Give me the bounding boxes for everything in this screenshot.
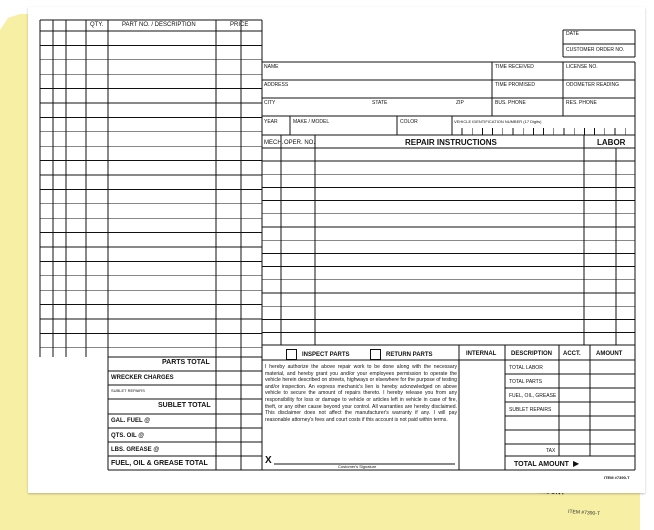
license-label: LICENSE NO. xyxy=(566,64,598,70)
amount-header: AMOUNT xyxy=(596,351,623,357)
odometer-label: ODOMETER READING xyxy=(566,82,620,88)
signature-x: X xyxy=(265,455,272,466)
gal-fuel-label: GAL. FUEL @ xyxy=(111,418,151,424)
date-label: DATE xyxy=(566,31,579,37)
authorization-text: I hereby authorize the above repair work to be done along with the necessary material, and hereby grant you and/or your employees permission to operate the vehicle herein described on streets, highways or elsewhere for the purpose of testing and/or inspection. An express mechanic's lien is hereby acknowledged on above vehicle to secure the amount of repairs thereto. I hereby release you from any responsibility for loss or damage to vehicle or articles left in vehicle in case of fire, theft, or any other cause beyond your control. All warranties are hereby disclaimed. This disclaimer does not affect the manufacturer's warranty if any. I will pay reasonable attorney's fees and court costs if this account is not paid within terms. xyxy=(265,364,457,423)
sublet-repairs-label: SUBLET REPAIRS xyxy=(111,388,145,393)
labor-title: LABOR xyxy=(597,138,626,147)
customer-order-label: CUSTOMER ORDER NO. xyxy=(566,47,625,53)
fuel-oil-grease-label: FUEL, OIL, GREASE xyxy=(509,393,557,399)
time-received-label: TIME RECEIVED xyxy=(495,64,534,70)
return-parts-checkbox[interactable] xyxy=(370,349,381,360)
lbs-grease-label: LBS. GREASE @ xyxy=(111,447,160,453)
internal-header: INTERNAL xyxy=(466,351,497,357)
qts-oil-label: QTS. OIL @ xyxy=(111,433,145,439)
state-label: STATE xyxy=(372,100,388,106)
year-label: YEAR xyxy=(264,119,278,125)
wrecker-charges-label: WRECKER CHARGES xyxy=(111,375,174,381)
part-desc-header: PART NO. / DESCRIPTION xyxy=(122,22,196,28)
sublet-total-label: SUBLET TOTAL xyxy=(158,402,211,409)
total-amount-label: TOTAL AMOUNT xyxy=(514,461,569,468)
description-header: DESCRIPTION xyxy=(511,351,553,357)
city-label: CITY xyxy=(264,100,276,106)
price-header: PRICE xyxy=(230,22,249,28)
total-parts-label: TOTAL PARTS xyxy=(509,379,543,385)
return-parts-label: RETURN PARTS xyxy=(386,352,433,358)
color-label: COLOR xyxy=(400,119,418,125)
mech-label: MECH. xyxy=(264,140,284,146)
tax-label: TAX xyxy=(546,448,556,454)
vin-label: VEHICLE IDENTIFICATION NUMBER (17 Digits) xyxy=(454,119,542,124)
inspect-parts-checkbox[interactable] xyxy=(286,349,297,360)
zip-label: ZIP xyxy=(456,100,464,106)
inspect-parts-label: INSPECT PARTS xyxy=(302,352,350,358)
signature-label: Customer's Signature xyxy=(338,464,377,469)
bus-phone-label: BUS. PHONE xyxy=(495,100,526,106)
parts-total-label: PARTS TOTAL xyxy=(162,359,210,366)
address-label: ADDRESS xyxy=(264,82,289,88)
fog-total-label: FUEL, OIL & GREASE TOTAL xyxy=(111,460,208,467)
repair-instructions-title: REPAIR INSTRUCTIONS xyxy=(405,138,497,147)
back-item-no: ITEM #7390-T xyxy=(567,508,601,518)
acct-header: ACCT. xyxy=(563,351,581,357)
oper-no-label: OPER. NO. xyxy=(284,140,316,146)
sublet-repairs-total-label: SUBLET REPAIRS xyxy=(509,407,552,413)
make-model-label: MAKE / MODEL xyxy=(293,119,330,125)
qty-header: QTY. xyxy=(90,22,104,28)
item-number: ITEM #7390-T xyxy=(604,475,630,480)
time-promised-label: TIME PROMISED xyxy=(495,82,536,88)
total-labor-label: TOTAL LABOR xyxy=(509,365,543,371)
name-label: NAME xyxy=(264,64,279,70)
total-amount-arrow-icon: ▶ xyxy=(573,459,580,468)
res-phone-label: RES. PHONE xyxy=(566,100,597,106)
